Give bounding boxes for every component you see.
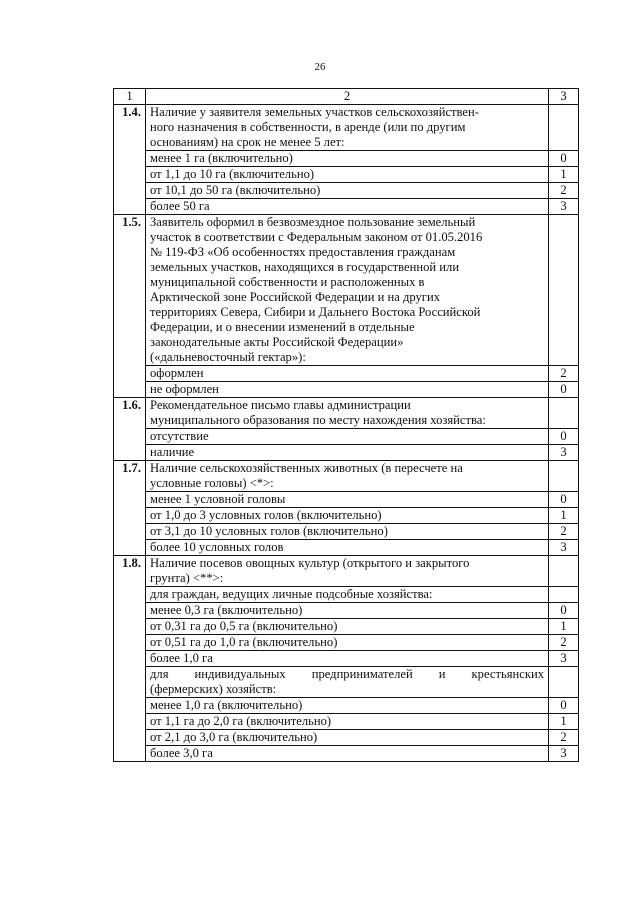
option-label: более 1,0 га — [146, 651, 549, 667]
title-line: Федерации, и о внесении изменений в отдельные — [150, 320, 415, 334]
criterion-title — [146, 398, 549, 429]
option-label: от 1,0 до 3 условных голов (включительно) — [146, 508, 549, 524]
option-row — [114, 635, 579, 651]
option-row — [114, 366, 579, 382]
criterion-row — [114, 398, 579, 429]
title-line: земельных участков, находящихся в государственной или — [150, 260, 460, 274]
option-row — [114, 167, 579, 183]
option-row — [114, 619, 579, 635]
empty-score-cell — [549, 461, 579, 492]
title-line: Арктической зоне Российской Федерации и на других — [150, 290, 440, 304]
option-label: от 3,1 до 10 условных голов (включительно) — [146, 524, 549, 540]
criterion-row — [114, 461, 579, 492]
criterion-row — [114, 556, 579, 587]
option-label: от 2,1 до 3,0 га (включительно) — [146, 730, 549, 746]
option-score: 1 — [549, 619, 579, 635]
criterion-index: 1.5. — [114, 215, 146, 398]
subgroup-row — [114, 587, 579, 603]
option-score: 1 — [549, 714, 579, 730]
option-row — [114, 151, 579, 167]
empty-score-cell — [549, 587, 579, 603]
empty-score-cell — [549, 215, 579, 366]
option-score: 1 — [549, 167, 579, 183]
option-row — [114, 199, 579, 215]
subtitle-line: для граждан, ведущих личные подсобные хозяйства: — [150, 587, 433, 601]
page-number: 26 — [314, 61, 326, 73]
criterion-index: 1.6. — [114, 398, 146, 461]
option-score: 2 — [549, 524, 579, 540]
title-line: территориях Севера, Сибири и Дальнего Востока Российской — [150, 305, 481, 319]
option-score: 0 — [549, 492, 579, 508]
column-header-2: 2 — [146, 89, 549, 105]
title-line: Рекомендательное письмо главы администрации — [150, 398, 411, 412]
option-score: 0 — [549, 429, 579, 445]
option-label: от 1,1 до 10 га (включительно) — [146, 167, 549, 183]
empty-score-cell — [549, 556, 579, 587]
title-line: основаниям) на срок не менее 5 лет: — [150, 135, 345, 149]
column-header-3: 3 — [549, 89, 579, 105]
subgroup-row — [114, 667, 579, 698]
option-score: 0 — [549, 698, 579, 714]
criteria-table — [113, 88, 579, 762]
title-line: законодательные акты Российской Федерации» — [150, 335, 404, 349]
option-label: более 10 условных голов — [146, 540, 549, 556]
criterion-title — [146, 556, 549, 587]
subgroup-title — [146, 667, 549, 698]
option-row — [114, 746, 579, 762]
option-score: 0 — [549, 603, 579, 619]
title-line: муниципальной собственности и расположенных в — [150, 275, 425, 289]
title-line: ного назначения в собственности, в аренде (или по другим — [150, 120, 466, 134]
title-line: грунта) <**>: — [150, 571, 224, 585]
option-row — [114, 714, 579, 730]
option-score: 3 — [549, 199, 579, 215]
option-label: более 50 га — [146, 199, 549, 215]
option-score: 0 — [549, 382, 579, 398]
option-label: менее 1,0 га (включительно) — [146, 698, 549, 714]
option-label: от 0,31 га до 0,5 га (включительно) — [146, 619, 549, 635]
option-label: от 10,1 до 50 га (включительно) — [146, 183, 549, 199]
title-line: Наличие сельскохозяйственных животных (в пересчете на — [150, 461, 463, 475]
option-score: 0 — [549, 151, 579, 167]
criterion-title — [146, 105, 549, 151]
option-row — [114, 492, 579, 508]
option-row — [114, 698, 579, 714]
option-row — [114, 445, 579, 461]
option-score: 2 — [549, 366, 579, 382]
option-label: оформлен — [146, 366, 549, 382]
title-line: («дальневосточный гектар»): — [150, 350, 306, 364]
option-label: наличие — [146, 445, 549, 461]
option-row — [114, 524, 579, 540]
option-score: 3 — [549, 651, 579, 667]
option-row — [114, 508, 579, 524]
empty-score-cell — [549, 667, 579, 698]
option-score: 3 — [549, 746, 579, 762]
option-score: 1 — [549, 508, 579, 524]
criterion-title — [146, 461, 549, 492]
option-score: 2 — [549, 730, 579, 746]
option-row — [114, 603, 579, 619]
column-header-1: 1 — [114, 89, 146, 105]
option-label: менее 0,3 га (включительно) — [146, 603, 549, 619]
subtitle-line: для индивидуальных предпринимателей и крестьянских — [150, 667, 544, 681]
title-line: условные головы) <*>: — [150, 476, 274, 490]
title-line: Наличие посевов овощных культур (открытого и закрытого — [150, 556, 470, 570]
title-line: муниципального образования по месту нахождения хозяйства: — [150, 413, 486, 427]
option-row — [114, 183, 579, 199]
criterion-row — [114, 215, 579, 366]
option-score: 2 — [549, 183, 579, 199]
option-row — [114, 429, 579, 445]
option-label: менее 1 га (включительно) — [146, 151, 549, 167]
option-score: 3 — [549, 445, 579, 461]
option-row — [114, 730, 579, 746]
empty-score-cell — [549, 105, 579, 151]
criterion-index: 1.7. — [114, 461, 146, 556]
criterion-row — [114, 105, 579, 151]
criterion-title — [146, 215, 549, 366]
empty-score-cell — [549, 398, 579, 429]
option-row — [114, 651, 579, 667]
option-row — [114, 382, 579, 398]
title-line: Наличие у заявителя земельных участков сельскохозяйствен- — [150, 105, 479, 119]
subgroup-title — [146, 587, 549, 603]
criterion-index: 1.4. — [114, 105, 146, 215]
criterion-index: 1.8. — [114, 556, 146, 762]
option-label: отсутствие — [146, 429, 549, 445]
title-line: № 119-ФЗ «Об особенностях предоставления гражданам — [150, 245, 456, 259]
option-label: менее 1 условной головы — [146, 492, 549, 508]
option-label: от 1,1 га до 2,0 га (включительно) — [146, 714, 549, 730]
option-score: 3 — [549, 540, 579, 556]
option-score: 2 — [549, 635, 579, 651]
subtitle-line: (фермерских) хозяйств: — [150, 682, 277, 696]
title-line: участок в соответствии с Федеральным законом от 01.05.2016 — [150, 230, 483, 244]
table-header-row — [114, 89, 579, 105]
title-line: Заявитель оформил в безвозмездное пользование земельный — [150, 215, 476, 229]
option-label: от 0,51 га до 1,0 га (включительно) — [146, 635, 549, 651]
option-label: не оформлен — [146, 382, 549, 398]
option-row — [114, 540, 579, 556]
option-label: более 3,0 га — [146, 746, 549, 762]
